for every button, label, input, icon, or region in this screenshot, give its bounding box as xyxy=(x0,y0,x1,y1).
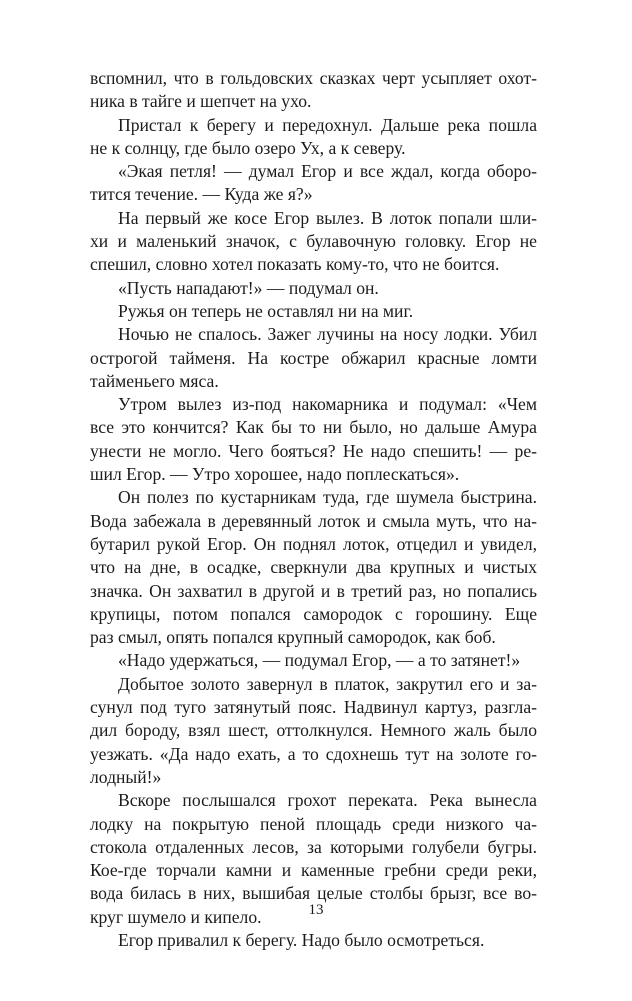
text-line: Кое-где торчали камни и каменные гребни среди реки, xyxy=(90,860,537,881)
text-line: что на дне, в осадке, сверкнули два крупных и чистых xyxy=(90,557,537,578)
text-line: унести не могло. Чего бояться? Не надо спешить! — ре- xyxy=(90,440,537,461)
text-line: тится течение. — Куда же я?» xyxy=(90,184,313,205)
text-line: На первый же косе Егор вылез. В лоток попали шли- xyxy=(118,207,537,228)
text-line: Добытое золото завернул в платок, закрутил его и за- xyxy=(118,673,537,694)
text-line: уезжать. «Да надо ехать, а то сдохнешь тут на золоте го- xyxy=(90,743,537,764)
text-line: лодный!» xyxy=(90,766,162,787)
text-line: Ружья он теперь не оставлял ни на миг. xyxy=(118,300,414,321)
text-line: Вода забежала в деревянный лоток и смыла муть, что на- xyxy=(90,510,537,531)
text-line: крупицы, потом попался самородок с горошину. Еще xyxy=(90,603,537,624)
text-line: острогой тайменя. На костре обжарил красные ломти xyxy=(90,347,537,368)
text-line: Вскоре послышался грохот переката. Река вынесла xyxy=(118,790,537,811)
text-line: стокола отдаленных лесов, за которыми голубели бугры. xyxy=(90,836,537,857)
page-number: 13 xyxy=(308,902,324,918)
text-line: раз смыл, опять попался крупный самородок, как боб. xyxy=(90,627,496,648)
text-line: бутарил рукой Егор. Он поднял лоток, отцедил и увидел, xyxy=(90,533,537,554)
text-line: шил Егор. — Утро хорошее, надо поплескаться». xyxy=(90,464,460,485)
text-line: Егор привалил к берегу. Надо было осмотреться. xyxy=(118,929,485,950)
text-line: Утром вылез из-под накомарника и подумал: «Чем xyxy=(118,394,537,415)
text-line: хи и маленький значок, с булавочную головку. Егор не xyxy=(90,231,537,252)
text-line: значка. Он захватил в другой и в третий раз, но попались xyxy=(90,580,537,601)
text-line: «Пусть нападают!» — подумал он. xyxy=(118,277,379,298)
text-line: «Экая петля! — думал Егор и все ждал, когда оборо- xyxy=(118,161,537,182)
page-body-text xyxy=(90,67,537,952)
text-line: не к солнцу, где было озеро Ух, а к северу. xyxy=(90,137,406,158)
text-line: тайменьего мяса. xyxy=(90,370,219,391)
text-line: спешил, словно хотел показать кому-то, что не боится. xyxy=(90,254,500,275)
text-line: лодку на покрытую пеной площадь среди низкого ча- xyxy=(90,813,537,834)
text-line: Ночью не спалось. Зажег лучины на носу лодки. Убил xyxy=(118,324,537,345)
text-line: ника в тайге и шепчет на ухо. xyxy=(90,91,312,112)
text-line: дил бороду, взял шест, оттолкнулся. Немного жаль было xyxy=(90,720,537,741)
text-line: круг шумело и кипело. xyxy=(90,906,262,927)
text-line: Он полез по кустарникам туда, где шумела быстрина. xyxy=(118,487,537,508)
text-line: вспомнил, что в гольдовских сказках черт усыпляет охот- xyxy=(90,68,537,88)
text-line: Пристал к берегу и передохнул. Дальше река пошла xyxy=(118,114,537,135)
text-line: «Надо удержаться, — подумал Егор, — а то затянет!» xyxy=(118,650,521,671)
text-line: сунул под туго затянутый пояс. Надвинул картуз, разгла- xyxy=(90,697,537,718)
text-line: все это кончится? Как бы то ни было, но дальше Амура xyxy=(90,417,537,438)
text-line: вода билась в них, вышибая целые столбы брызг, все во- xyxy=(90,883,537,904)
